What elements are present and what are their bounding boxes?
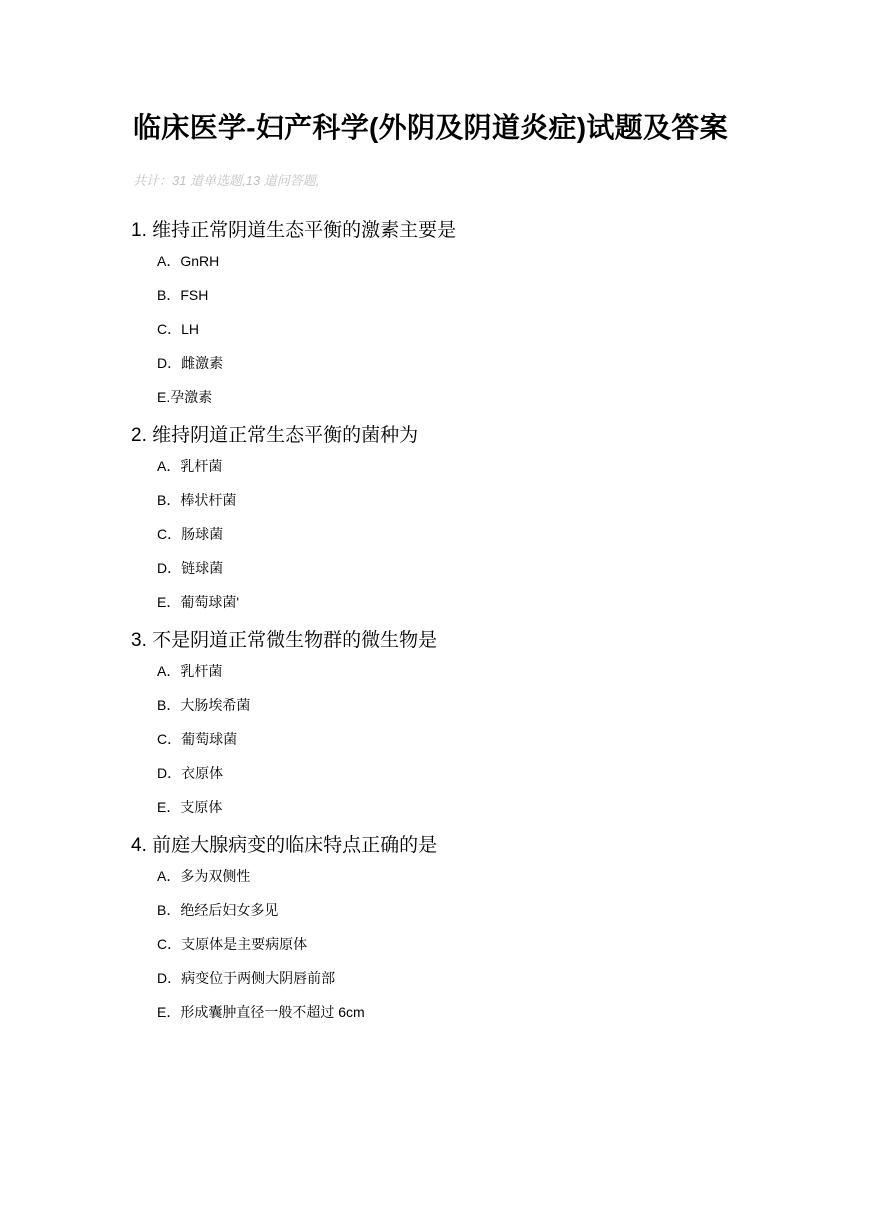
question-item xyxy=(131,216,733,407)
question-text: 2. 维持阴道正常生态平衡的菌种为 xyxy=(131,425,419,446)
question-list xyxy=(131,216,733,1022)
option-d: D．链球菌 xyxy=(157,560,224,576)
option-b: B．大肠埃希菌 xyxy=(157,697,251,713)
question-item xyxy=(131,831,733,1022)
option-e: E.孕激素 xyxy=(157,389,213,405)
option-d: D．衣原体 xyxy=(157,765,224,781)
option-b: B．棒状杆菌 xyxy=(157,492,237,508)
option-a: A．GnRH xyxy=(157,253,220,269)
question-item xyxy=(131,421,733,612)
option-b: B．FSH xyxy=(157,287,209,303)
option-a: A．乳杆菌 xyxy=(157,663,223,679)
document-title: 临床医学-妇产科学(外阴及阴道炎症)试题及答案 xyxy=(133,112,728,143)
option-e: E．支原体 xyxy=(157,799,223,815)
question-item xyxy=(131,626,733,817)
option-a: A．多为双侧性 xyxy=(157,868,251,884)
question-text: 1. 维持正常阴道生态平衡的激素主要是 xyxy=(131,220,457,241)
option-a: A．乳杆菌 xyxy=(157,458,223,474)
option-e: E．葡萄球菌' xyxy=(157,594,240,610)
question-text: 4. 前庭大腺病变的临床特点正确的是 xyxy=(131,835,438,856)
document-page xyxy=(133,104,733,1036)
option-c: C．葡萄球菌 xyxy=(157,731,238,747)
option-b: B．绝经后妇女多见 xyxy=(157,902,279,918)
question-count-summary: 共计：31 道单选题,13 道问答题, xyxy=(133,173,320,188)
option-d: D．雌激素 xyxy=(157,355,224,371)
question-text: 3. 不是阴道正常微生物群的微生物是 xyxy=(131,630,438,651)
option-c: C．肠球菌 xyxy=(157,526,224,542)
option-d: D．病变位于两侧大阴唇前部 xyxy=(157,970,336,986)
option-e: E．形成囊肿直径一般不超过 6cm xyxy=(157,1004,365,1020)
option-c: C．支原体是主要病原体 xyxy=(157,936,308,952)
option-c: C．LH xyxy=(157,321,200,337)
